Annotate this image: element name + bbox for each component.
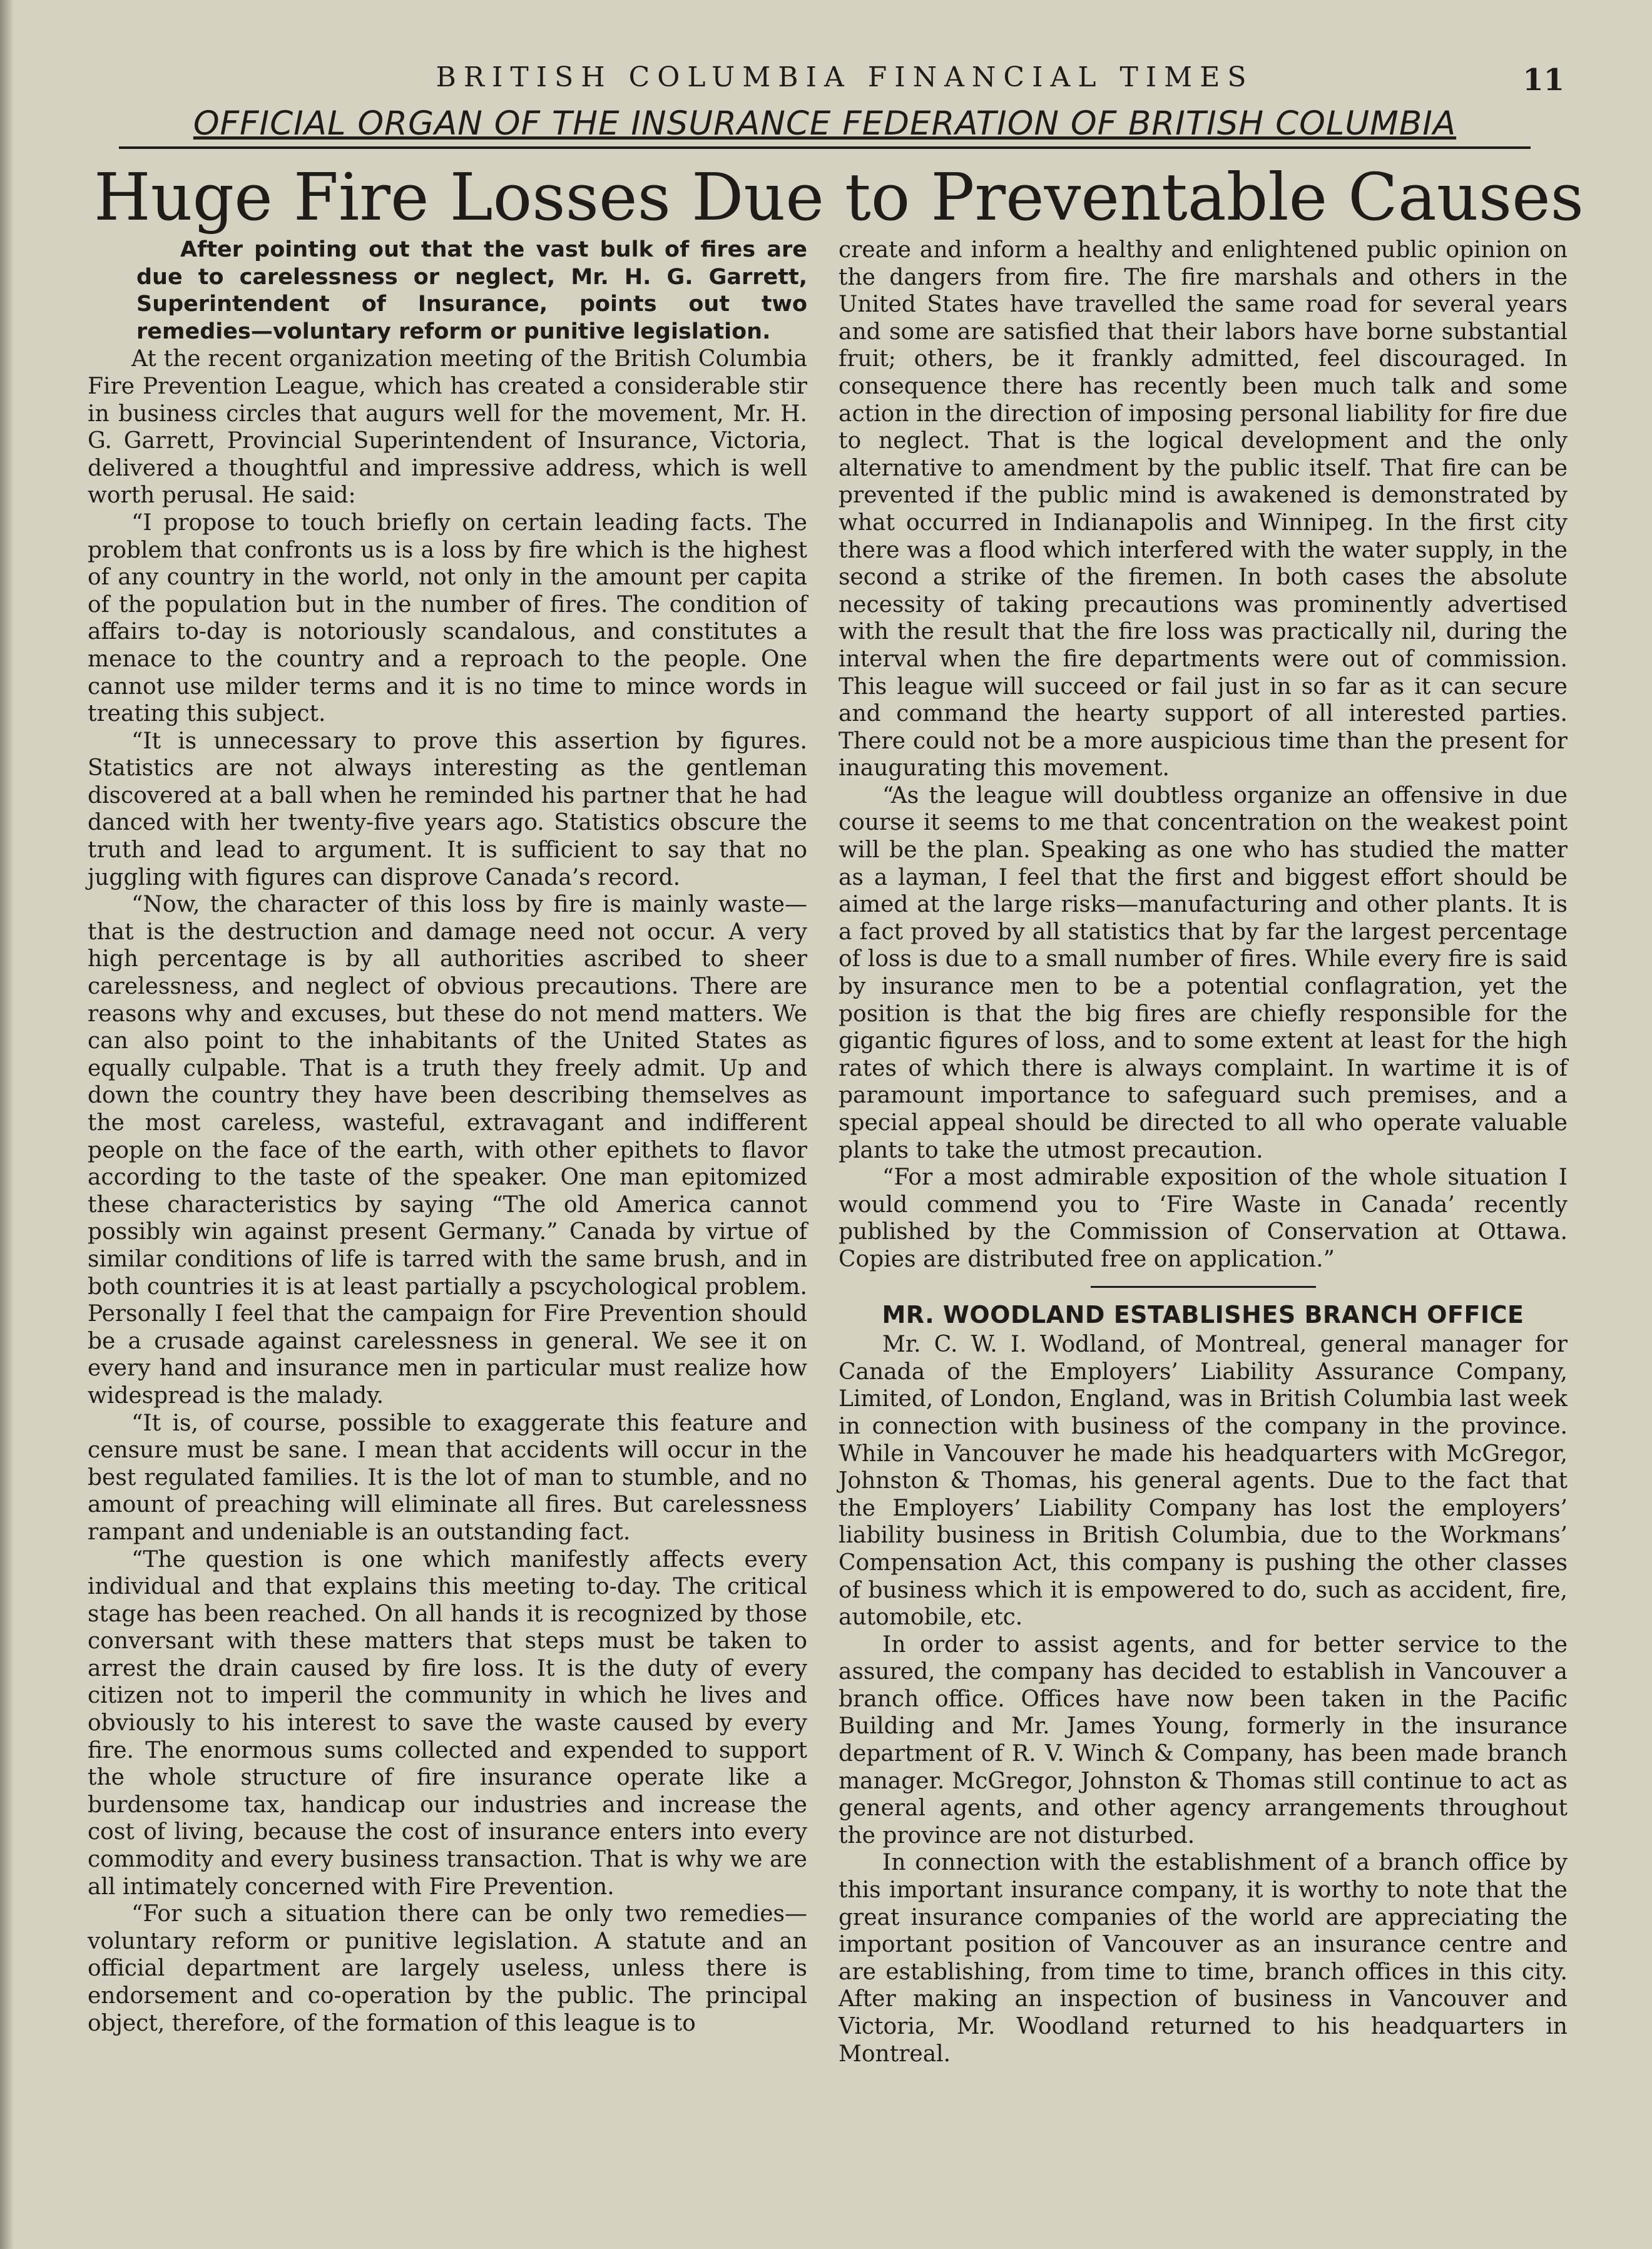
paragraph: In connection with the establishment of a branch office by this important insurance company, it is worthy to note that the great insurance companies of the world are appreciating the important position of Vancouver as an insurance centre and are establishing, from time to time, branch offices in this city. After making an inspection of business in Vancouver and Victoria, Mr. Woodland returned to his headquarters in Montreal.: [839, 1850, 1568, 2067]
paragraph: “For such a situation there can be only two remedies—voluntary reform or punitive legislation. A statute and an official department are largely useless, unless there is endorsement and co-operation by the public. The principal object, therefore, of the formation of this league is to: [88, 1901, 807, 2036]
article2-headline: MR. WOODLAND ESTABLISHES BRANCH OFFICE: [882, 1300, 1524, 1328]
paragraph: “It is, of course, possible to exaggerate this feature and censure must be sane. I mean that accidents will occur in the best regulated families. It is the lot of man to stumble, and no amount of preaching will eliminate all fires. But carelessness rampant and undeniable is an outstanding fact.: [88, 1410, 807, 1545]
page-binding-shadow: [0, 0, 14, 2249]
organ-line: OFFICIAL ORGAN OF THE INSURANCE FEDERATION OF BRITISH COLUMBIA: [119, 100, 1531, 149]
paragraph-continued: create and inform a healthy and enlightened public opinion on the dangers from fire. The fire marshals and others in the United States have travelled the same road for several years and some are satisfied that their labors have borne substantial fruit; others, be it frankly admitted, feel discouraged. In consequence there has recently been much talk and some action in the direction of imposing personal liability for fire due to neglect. That is the logical development and the only alternative to amendment by the public itself. That fire can be prevented if the public mind is awakened is demonstrated by what occurred in Indianapolis and Winnipeg. In the first city there was a flood which interfered with the water supply, in the second a strike of the firemen. In both cases the absolute necessity of taking precautions was prominently advertised with the result that the fire loss was practically nil, during the interval when the fire departments were out of commission. This league will succeed or fail just in so far as it can secure and command the hearty support of all interested parties. There could not be a more auspicious time than the present for inaugurating this movement.: [839, 237, 1568, 782]
paragraph: “It is unnecessary to prove this assertion by figures. Statistics are not always interesting as the gentleman discovered at a ball when he reminded his partner that he had danced with her twenty-five years ago. Statistics obscure the truth and lead to argument. It is sufficient to say that no juggling with figures can disprove Canada’s record.: [88, 728, 807, 890]
paragraph: Mr. C. W. I. Wodland, of Montreal, general manager for Canada of the Employers’ Liability Assurance Company, Limited, of London, England, was in British Columbia last week in connection with business of the company in the province. While in Vancouver he made his headquarters with McGregor, Johnston & Thomas, his general agents. Due to the fact that the Employers’ Liability Company has lost the employers’ liability business in British Columbia, due to the Workmans’ Compensation Act, this company is pushing the other classes of business which it is empowered to do, such as accident, fire, automobile, etc.: [839, 1332, 1568, 1631]
paragraph: In order to assist agents, and for better service to the assured, the company has decided to establish in Vancouver a branch office. Offices have now been taken in the Pacific Building and Mr. James Young, formerly in the insurance department of R. V. Winch & Company, has been made branch manager. McGregor, Johnston & Thomas still continue to act as general agents, and other agency arrangements throughout the province are not disturbed.: [839, 1631, 1568, 1849]
paragraph: “As the league will doubtless organize an offensive in due course it seems to me that concentration on the weakest point will be the plan. Speaking as one who has studied the matter as a layman, I feel that the first and biggest effort should be aimed at the large risks—manufacturing and other plants. It is a fact proved by all statistics that by far the largest percentage of loss is due to a small number of fires. While every fire is said by insurance men to be a potential conflagration, yet the position is that the big fires are chiefly responsible for the gigantic figures of loss, and to some extent at least for the high rates of which there is always complaint. In wartime it is of paramount importance to safeguard such premises, and a special appeal should be directed to all who operate valuable plants to take the utmost precaution.: [839, 782, 1568, 1163]
left-column: [88, 237, 807, 2037]
paragraph: “I propose to touch briefly on certain leading facts. The problem that confronts us is a loss by fire which is the highest of any country in the world, not only in the amount per capita of the population but in the number of fires. The condition of affairs to-day is notoriously scandalous, and constitutes a menace to the country and a reproach to the people. One cannot use milder terms and it is no time to mince words in treating this subject.: [88, 509, 807, 727]
paragraph: “The question is one which manifestly affects every individual and that explains this meeting to-day. The critical stage has been reached. On all hands it is recognized by those conversant with these matters that steps must be taken to arrest the drain caused by fire loss. It is the duty of every citizen not to imperil the community in which he lives and obviously to his interest to save the waste caused by every fire. The enormous sums collected and expended to support the whole structure of fire insurance operate like a burdensome tax, handicap our industries and increase the cost of living, because the cost of insurance enters into every commodity and every business transaction. That is why we are all intimately concerned with Fire Prevention.: [88, 1546, 807, 1900]
page-number: 11: [1522, 63, 1564, 98]
running-title: BRITISH COLUMBIA FINANCIAL TIMES: [436, 61, 1254, 93]
paragraph: “For a most admirable exposition of the whole situation I would commend you to ‘Fire Waste in Canada’ recently published by the Commission of Conservation at Ottawa. Copies are distributed free on application.”: [839, 1165, 1568, 1272]
right-column: [839, 237, 1568, 2068]
article-deck: After pointing out that the vast bulk of fires are due to carelessness or neglect, Mr. H. G. Garrett, Superintendent of Insurance, points out two remedies—voluntary reform or punitive legislation.: [136, 237, 807, 344]
paragraph: At the recent organization meeting of the British Columbia Fire Prevention League, which has created a considerable stir in business circles that augurs well for the movement, Mr. H. G. Garrett, Provincial Superintendent of Insurance, Victoria, delivered a thoughtful and impressive address, which is well worth perusal. He said:: [88, 346, 807, 509]
section-divider: [1091, 1286, 1316, 1288]
article-headline: Huge Fire Losses Due to Preventable Causes: [94, 159, 1584, 235]
paragraph: “Now, the character of this loss by fire is mainly waste—that is the destruction and damage need not occur. A very high percentage is by all authorities ascribed to sheer carelessness, and neglect of obvious precautions. There are reasons why and excuses, but these do not mend matters. We can also point to the inhabitants of the United States as equally culpable. That is a truth they freely admit. Up and down the country they have been describing themselves as the most careless, wasteful, extravagant and indifferent people on the face of the earth, with other epithets to flavor according to the taste of the speaker. One man epitomized these characteristics by saying “The old America cannot possibly win against present Germany.” Canada by virtue of similar conditions of life is tarred with the same brush, and in both countries it is at least partially a pscychological problem. Personally I feel that the campaign for Fire Prevention should be a crusade against carelessness in general. We see it on every hand and insurance men in particular must realize how widespread is the malady.: [88, 892, 807, 1409]
